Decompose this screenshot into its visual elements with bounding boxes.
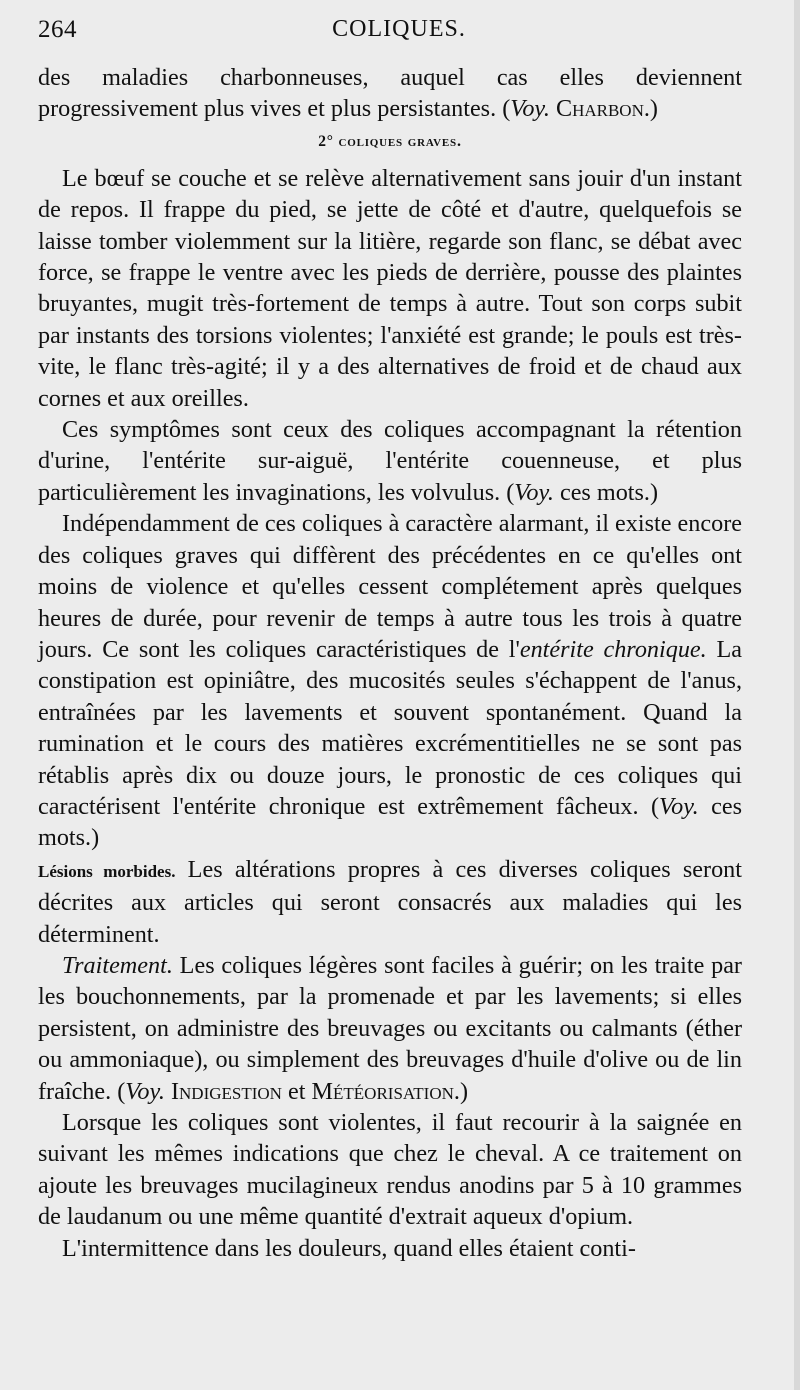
paragraph-symptoms: Le bœuf se couche et se relève alternativement sans jouir d'un instant de repos. Il frappe du pied, se jette de côté et d'autre, quelquefois se laisse tomber violemment sur la litière, regarde son flanc, se débat avec force, se frappe le ventre avec les pieds de derrière, pousse des plaintes bruyantes, mugit très-fortement de temps à autre. Tout son corps subit par instants des torsions violentes; l'anxiété est grande; le pouls est très-vite, le flanc très-agité; il y a des alternatives de froid et de chaud aux cornes et aux oreilles. xyxy=(38,164,742,412)
paragraph-continuation xyxy=(38,62,742,125)
body-text xyxy=(38,62,742,1264)
running-title: COLIQUES. xyxy=(332,16,466,42)
cross-reference-target: Charbon. xyxy=(549,95,650,123)
paragraph-text: Indépendamment de ces coliques à caractère alarmant, il existe encore des coliques graves qui diffèrent des précédentes en ce qu'elles ont moins de violence et qu'elles cessent complétement après quelques heures de durée, pour revenir de temps à autre tous les trois à quatre jours. Ce sont les coliques caractéristiques de l' xyxy=(38,510,742,663)
closing-paren: ) xyxy=(459,1077,469,1105)
runin-heading-treatment: Traitement. xyxy=(62,951,173,979)
paragraph-violent-colic: Lorsque les coliques sont violentes, il faut recourir à la saignée en suivant les mêmes indications que chez le cheval. A ce traitement on ajoute les breuvages mucilagineux rendus anodins par 5 à 10 grammes de laudanum ou une même quantité d'extrait aqueux d'opium. xyxy=(38,1109,742,1231)
cross-reference-target: ces mots.) xyxy=(553,478,659,506)
paragraph-text: La constipation est opiniâtre, des mucosités seules s'échappent de l'anus, entraînées par les lavements et souvent spontanément. Quand la rumination et le cours des matières excrémentitielles ne se sont pas rétablis après dix ou douze jours, le pronostic de ces coliques qui caractérisent l'entérite chronique est extrêmement fâcheux. ( xyxy=(38,635,742,820)
section-title: coliques graves. xyxy=(338,132,462,150)
cross-reference-voy: Voy. xyxy=(514,478,554,506)
page-number: 264 xyxy=(38,16,77,43)
cross-reference-target: Météorisation. xyxy=(311,1077,460,1105)
italic-term: entérite chronique. xyxy=(519,635,707,663)
cross-reference-voy: Voy. xyxy=(125,1077,165,1105)
paragraph-text: des maladies charbonneuses, auquel cas elles deviennent progressivement plus vives et plus persistantes. ( xyxy=(38,64,742,123)
paragraph-intermittence: L'intermittence dans les douleurs, quand elles étaient conti- xyxy=(62,1234,636,1262)
page-edge-shadow xyxy=(794,0,800,1390)
runin-heading-lesions: Lésions morbides. xyxy=(38,861,176,881)
paragraph-chronic-enteritis xyxy=(38,508,742,853)
cross-reference-target: Indigestion xyxy=(164,1077,282,1105)
paragraph-associated-conditions xyxy=(38,414,742,508)
conjunction: et xyxy=(281,1077,312,1105)
section-heading xyxy=(38,129,742,155)
section-number: 2° xyxy=(318,132,334,150)
page-header xyxy=(38,16,760,50)
paragraph-text: Les altérations propres à ces diverses coliques seront décrites aux articles qui seront consacrés aux maladies qui les déterminent. xyxy=(38,855,742,948)
paragraph-text: Les coliques légères sont faciles à guérir; on les traite par les bouchonnements, par la promenade et par les lavements; si elles persistent, on administre des breuvages ou excitants ou calmants (éther ou ammoniaque), ou simplement des breuvages d'huile d'olive ou de lin fraîche. ( xyxy=(38,951,742,1105)
cross-reference-voy: Voy. xyxy=(659,792,699,820)
cross-reference-target: ces mots.) xyxy=(38,792,742,852)
paragraph-text: Ces symptômes sont ceux des coliques accompagnant la rétention d'urine, l'entérite sur-aiguë, l'entérite couenneuse, et plus particulièrement les invaginations, les volvulus. ( xyxy=(38,416,742,506)
closing-paren: ) xyxy=(649,95,658,123)
paragraph-treatment xyxy=(38,950,742,1107)
paragraph-lesions xyxy=(38,854,742,950)
cross-reference-voy: Voy. xyxy=(510,95,550,123)
